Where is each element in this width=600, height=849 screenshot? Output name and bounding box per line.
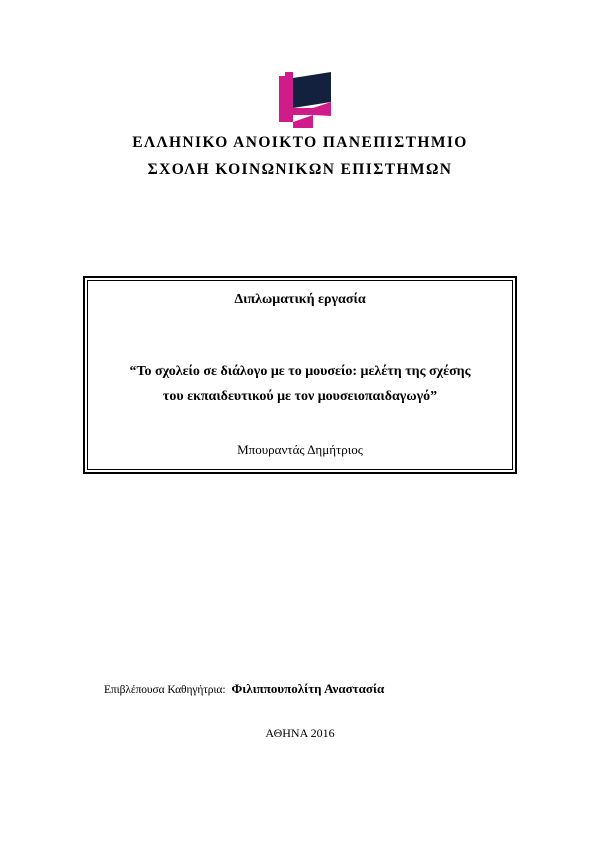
title-frame	[83, 276, 517, 474]
thesis-title-line-2: του εκπαιδευτικού με τον μουσειοπαιδαγωγό”	[162, 389, 438, 404]
eap-logo-icon	[279, 72, 331, 128]
school-name: ΣΧΟΛΗ ΚΟΙΝΩΝΙΚΩΝ ΕΠΙΣΤΗΜΩΝ	[147, 161, 453, 178]
document-type: Διπλωματική εργασία	[234, 292, 366, 307]
title-frame-inner	[87, 280, 513, 470]
thesis-title-line-1: “Το σχολείο σε διάλογο με το μουσείο: μελέτη της σχέσης	[129, 364, 471, 379]
university-name: ΕΛΛΗΝΙΚΟ ΑΝΟΙΚΤΟ ΠΑΝΕΠΙΣΤΗΜΙΟ	[132, 134, 468, 151]
thesis-title	[92, 359, 508, 409]
supervisor-label: Επιβλέπουσα Καθηγήτρια:	[104, 684, 226, 696]
supervisor-line	[104, 681, 384, 697]
place-year: ΑΘΗΝΑ 2016	[265, 726, 335, 740]
supervisor-name: Φιλιππουπολίτη Αναστασία	[231, 681, 385, 696]
author-name: Μπουραντάς Δημήτριος	[237, 442, 363, 457]
